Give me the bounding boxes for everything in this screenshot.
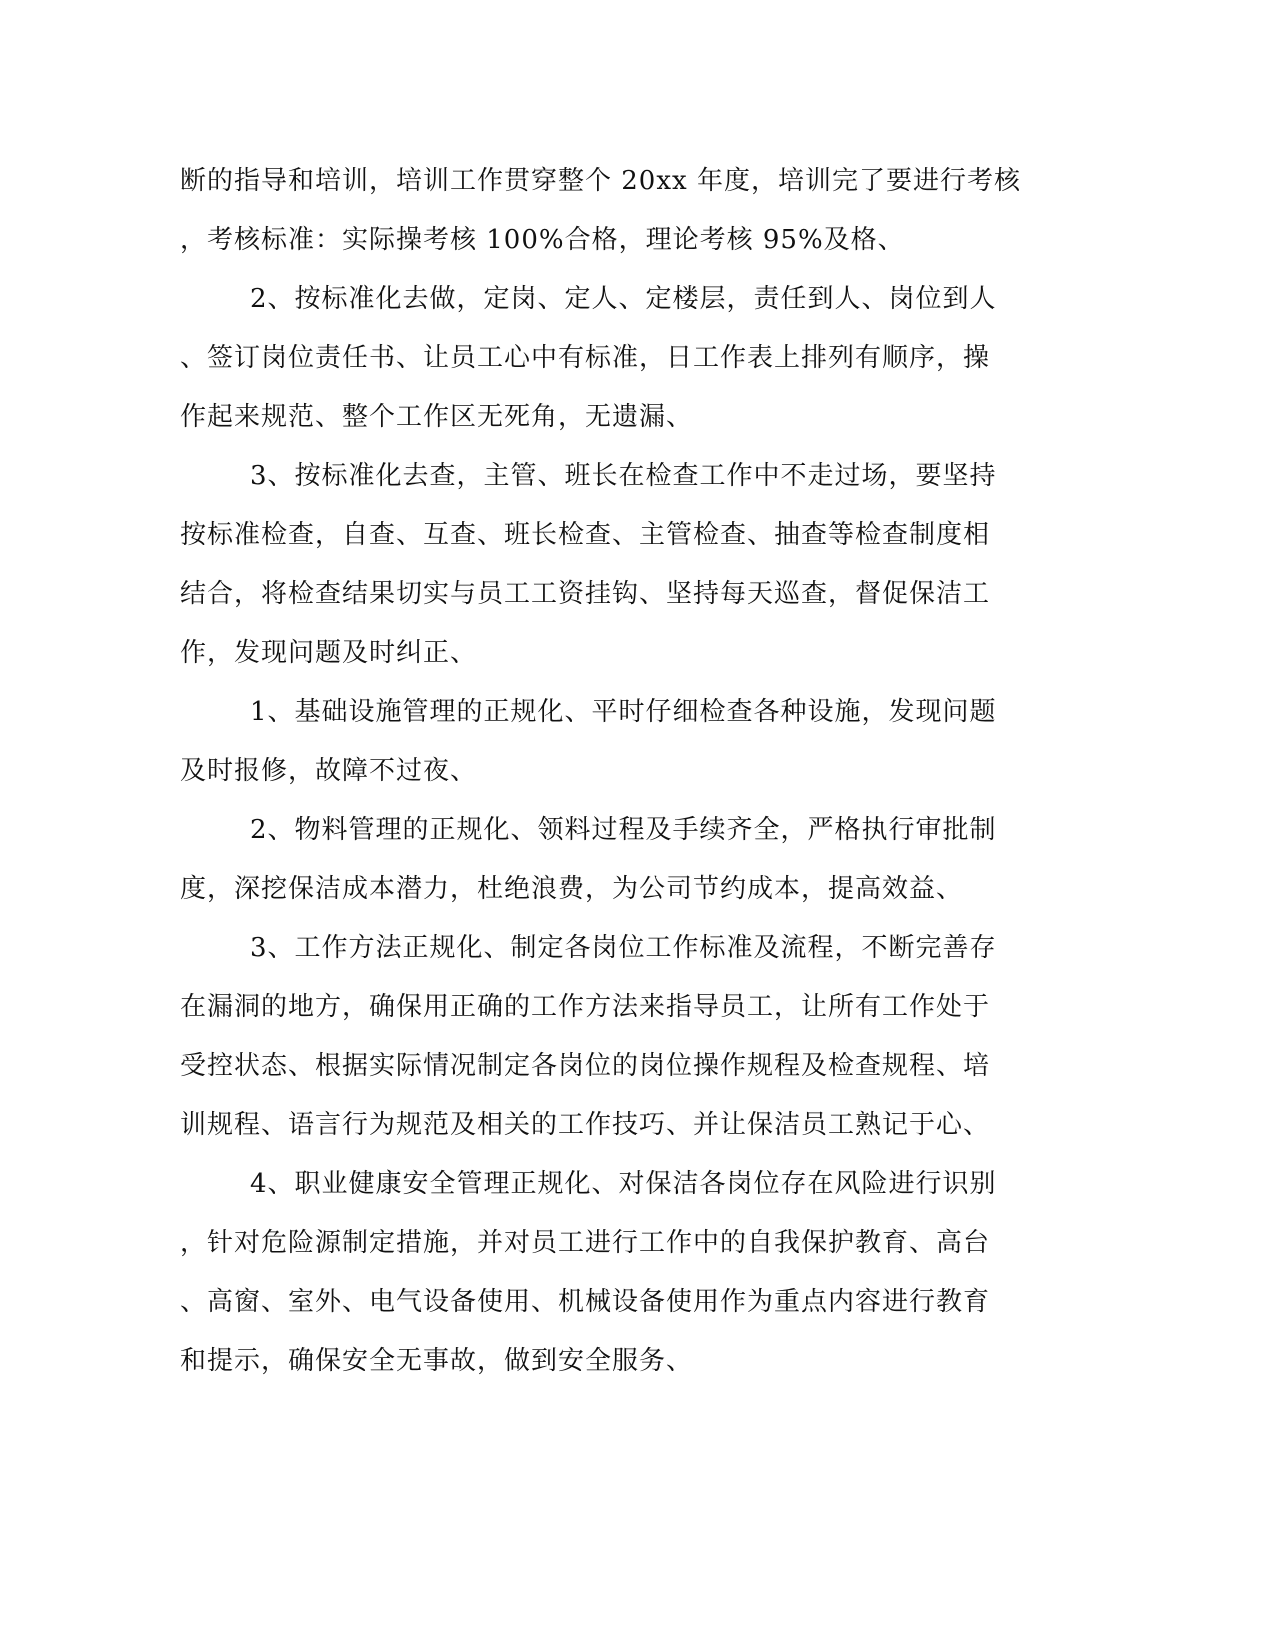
text-line: 断的指导和培训，培训工作贯穿整个 20xx 年度，培训完了要进行考核	[180, 166, 1021, 196]
text-line: ，针对危险源制定措施，并对员工进行工作中的自我保护教育、高台	[180, 1228, 991, 1258]
paragraph-start-line: 3、按标准化去查，主管、班长在检查工作中不走过场，要坚持	[250, 461, 997, 491]
text-line: 、高窗、室外、电气设备使用、机械设备使用作为重点内容进行教育	[180, 1287, 991, 1317]
document-body	[180, 157, 1040, 1396]
paragraph-start-line: 2、按标准化去做，定岗、定人、定楼层，责任到人、岗位到人	[250, 284, 997, 314]
text-line: 训规程、语言行为规范及相关的工作技巧、并让保洁员工熟记于心、	[180, 1110, 991, 1140]
text-line: 在漏洞的地方，确保用正确的工作方法来指导员工，让所有工作处于	[180, 992, 991, 1022]
text-line: ，考核标准：实际操考核 100%合格，理论考核 95%及格、	[180, 225, 905, 255]
paragraph-start-line: 3、工作方法正规化、制定各岗位工作标准及流程，不断完善存	[250, 933, 997, 963]
paragraph-start-line: 4、职业健康安全管理正规化、对保洁各岗位存在风险进行识别	[250, 1169, 997, 1199]
paragraph-start-line: 1、基础设施管理的正规化、平时仔细检查各种设施，发现问题	[250, 697, 997, 727]
text-line: 和提示，确保安全无事故，做到安全服务、	[180, 1346, 694, 1376]
text-line: 受控状态、根据实际情况制定各岗位的岗位操作规程及检查规程、培	[180, 1051, 991, 1081]
text-line: 结合，将检查结果切实与员工工资挂钩、坚持每天巡查，督促保洁工	[180, 579, 991, 609]
text-line: 作，发现问题及时纠正、	[180, 638, 478, 668]
paragraph-start-line: 2、物料管理的正规化、领料过程及手续齐全，严格执行审批制	[250, 815, 997, 845]
text-line: 作起来规范、整个工作区无死角，无遗漏、	[180, 402, 694, 432]
text-line: 按标准检查，自查、互查、班长检查、主管检查、抽查等检查制度相	[180, 520, 991, 550]
text-line: 及时报修，故障不过夜、	[180, 756, 478, 786]
text-line: 度，深挖保洁成本潜力，杜绝浪费，为公司节约成本，提高效益、	[180, 874, 964, 904]
text-line: 、签订岗位责任书、让员工心中有标准，日工作表上排列有顺序，操	[180, 343, 991, 373]
